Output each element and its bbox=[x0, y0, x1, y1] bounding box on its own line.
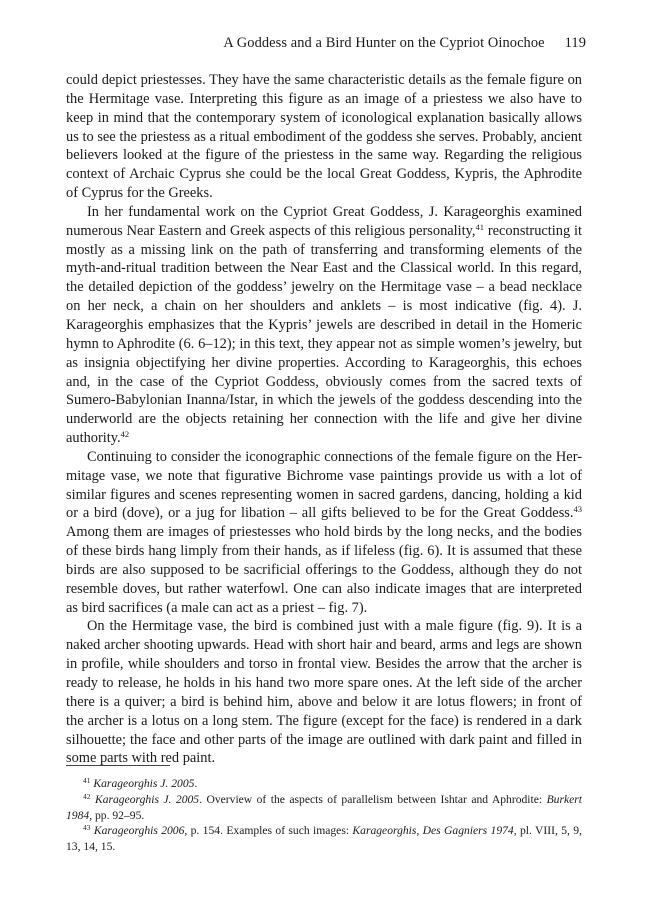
footnote-text: . bbox=[194, 777, 198, 790]
footnote-text: . Overview of the aspects of parallelism between Ishtar and Aphrodite: bbox=[199, 792, 547, 806]
paragraph-2 bbox=[66, 203, 582, 448]
running-title: A Goddess and a Bird Hunter on the Cypriot Oinochoe bbox=[223, 35, 545, 51]
paragraph-text: On the Hermitage vase, the bird is combined just with a male figure (fig. 9). It is a naked archer shooting upwards. Head with short hair and beard, arms and legs are shown in profile, while shoulders and torso in frontal view. Besides the arrow that the archer is ready to release, he holds in his hand two more spare ones. At the left side of the archer there is a quiver; a bird is behind him, above and below it are lotus flowers; in front of the archer is a lotus on a long stem. The figure (except for the face) is rendered in a dark silhouette; the face and other parts of the image are outlined with dark paint and filled in some parts with red paint. bbox=[66, 618, 582, 767]
footnote-text: , pp. 92–95. bbox=[89, 808, 145, 822]
body-text bbox=[66, 71, 582, 768]
footnote-42 bbox=[66, 792, 582, 824]
footnote-ref-42[interactable]: 42 bbox=[120, 429, 130, 440]
paragraph-text: could depict priestesses. They have the same characteristic details as the female figure on the Hermitage vase. Interpreting this figure as an image of a priestess we also have to keep in mind that the contemporary system of iconological explanation basically allows us to see the priestess as a ritual embodiment of the goddess she serves. Probably, ancient believers looked at the figure of the priestess in the same way. Regarding the religious context of Archaic Cyprus she could be the local Great Goddess, Kypris, the Aphrodite of Cyprus for the Greeks. bbox=[66, 72, 582, 202]
footnote-citation: Karageorghis J. 2005 bbox=[93, 777, 195, 790]
footnote-separator bbox=[66, 765, 170, 766]
running-header bbox=[66, 35, 586, 52]
page-number: 119 bbox=[564, 35, 586, 51]
footnote-citation: Karageorghis J. 2005 bbox=[94, 792, 200, 806]
paragraph-4 bbox=[66, 617, 582, 768]
footnote-text: , p. 154. Examples of such images: bbox=[184, 824, 353, 838]
footnote-number: 42 bbox=[83, 791, 91, 801]
footnote-ref-43[interactable]: 43 bbox=[573, 504, 582, 515]
paragraph-text: reconstructing it mostly as a missing link on the path of transferring and transforming elements of the myth-and-ritual tradition between the Near East and the Classical world. In this regard, the detailed depiction of the goddess’ jewelry on the Hermitage vase – a bead necklace on her neck, a chain on her shoulders and anklets – is most indicative (fig. 4). J. Karageorghis emphasizes that the Kypris’ jewels are described in detail in the Homeric hymn to Aphrodite (6. 6–12); in this text, they appear not as simple women’s jewelry, but as insignia objectifying her divine properties. According to Karageorghis, this echoes and, in the case of the Cypriot Goddess, obviously comes from the sacred texts of Sumero-Babylonian Inanna/Istar, in which the jewels of the goddess descending into the underworld are the objects retaining her connection with the life and give her divine authority. bbox=[66, 222, 582, 447]
paragraph-1 bbox=[66, 71, 582, 203]
paragraph-text: Among them are images of priestesses who hold birds by the long necks, and the bodies of these birds hang limply from their hands, as if lifeless (fig. 6). It is assumed that these birds are also supposed to be sacrificial offerings to the Goddess, although they do not resemble doves, but rather waterfowl. One can also indicate images that are interpreted as bird sacrifices (a male can act as a priest – fig. 7). bbox=[66, 524, 582, 616]
footnote-43 bbox=[66, 823, 582, 855]
footnote-number: 43 bbox=[83, 823, 91, 833]
footnote-text: , pl. VIII, 5, 9, 13, 14, 15. bbox=[66, 824, 582, 854]
paragraph-3 bbox=[66, 448, 582, 618]
footnote-ref-41[interactable]: 41 bbox=[475, 221, 485, 232]
paragraph-text: Continuing to consider the iconographic connections of the female figure on the Her-mitage vase, we note that figurative Bichrome vase paintings provide us with a lot of similar figures and scenes representing women in sacred gardens, dancing, holding a kid or a bird (dove), or a jug for libation – all gifts believed to be for the Great Goddess. bbox=[66, 448, 582, 522]
footnote-citation: Karageorghis, Des Gagniers 1974 bbox=[352, 824, 514, 838]
footnotes bbox=[66, 776, 582, 855]
footnote-citation: Karageorghis 2006 bbox=[93, 824, 185, 838]
footnote-41 bbox=[66, 776, 582, 792]
footnote-number: 41 bbox=[83, 776, 91, 785]
footnote-citation: Burkert 1984 bbox=[66, 792, 582, 822]
paragraph-text: In her fundamental work on the Cypriot Great Goddess, J. Karageorghis examined numerous Near Eastern and Greek aspects of this religious personality, bbox=[66, 203, 582, 239]
